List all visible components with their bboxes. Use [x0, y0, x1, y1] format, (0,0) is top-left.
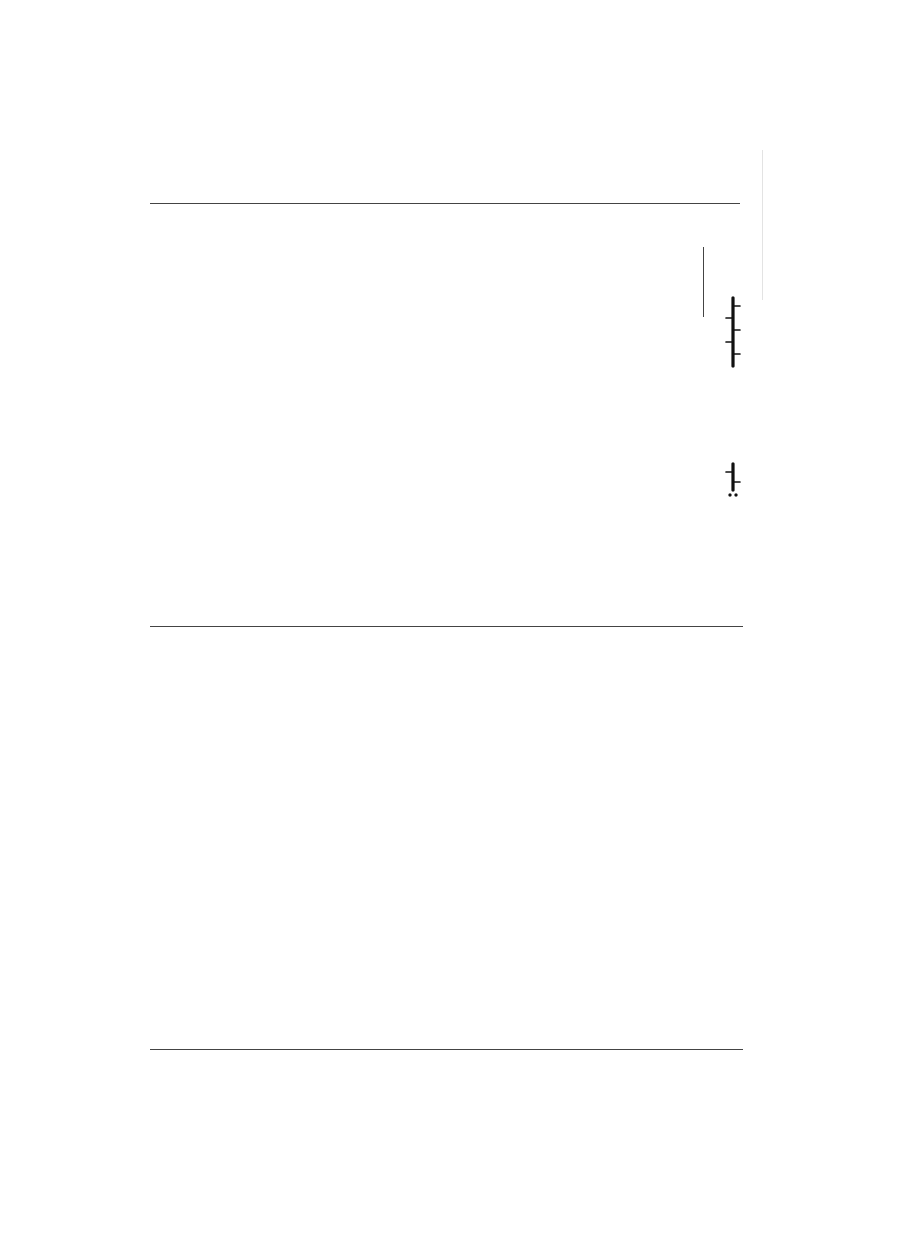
footnote-mongolian-word: [722, 296, 744, 368]
middle-rule: [150, 626, 743, 627]
footnote-marker: [723, 272, 741, 290]
gutter-shadow: [762, 150, 763, 300]
inline-footnote-marker: [660, 350, 678, 368]
footnote-separator: [703, 247, 704, 317]
bottom-rule: [150, 1049, 743, 1050]
top-rule: [150, 203, 740, 204]
footnote-mongolian-word-2: [722, 462, 744, 498]
